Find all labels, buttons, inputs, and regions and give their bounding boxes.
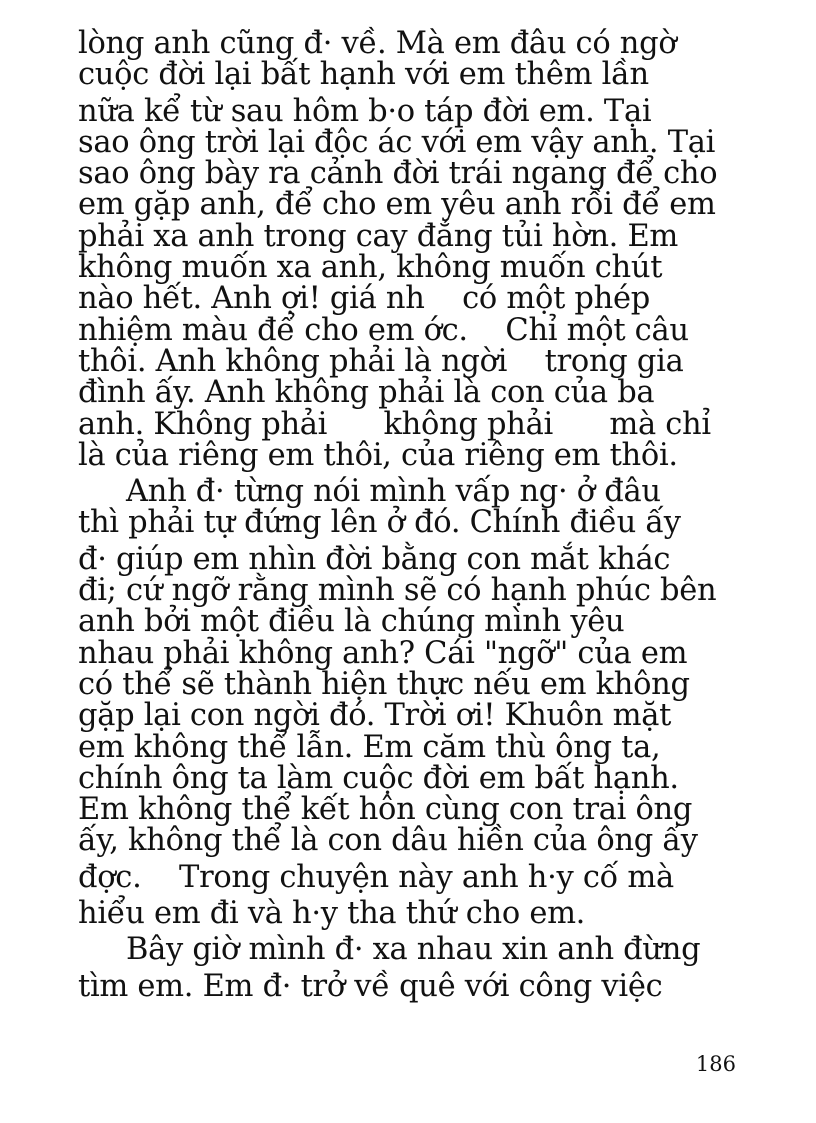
text-line: sao ông bày ra cảnh đời trái ngang để cho [78, 156, 718, 192]
text-line: thì phải tự đứng lên ở đó. Chính điều ấy [78, 505, 681, 541]
text-line: ấy, không thể là con dâu hiền của ông ấy [78, 823, 698, 859]
text-line: đ· giúp em nhìn đời bằng con mắt khác [78, 541, 671, 577]
text-line: gặp lại con ngời đó. Trời ơi! Khuôn mặt [78, 698, 672, 734]
text-line: đình ấy. Anh không phải là con của ba [78, 375, 655, 411]
text-line: nào hết. Anh ợi! giá nh có một phép [78, 281, 650, 317]
text-line: phải xa anh trong cay đắng tủi hờn. Em [78, 218, 679, 254]
text-line: anh bởi một điều là chúng mình yêu [78, 604, 625, 640]
text-line: em gặp anh, để cho em yêu anh rồi để em [78, 187, 716, 223]
paragraph-first-line: Anh đ· từng nói mình vấp ng· ở đâu [126, 474, 661, 510]
text-line: đi; cứ ngỡ rằng mình sẽ có hạnh phúc bên [78, 573, 717, 609]
text-line: nhiệm màu để cho em ớc. Chỉ một câu [78, 312, 689, 348]
text-line: tìm em. Em đ· trở về quê với công việc [78, 968, 663, 1004]
text-line: em không thể lẫn. Em căm thù ông ta, [78, 729, 661, 765]
text-line: chính ông ta làm cuộc đời em bất hạnh. [78, 760, 679, 796]
text-line: là của riêng em thôi, của riêng em thôi. [78, 437, 678, 473]
text-line: hiểu em đi và h·y tha thứ cho em. [78, 896, 586, 932]
text-line: nhau phải không anh? Cái "ngỡ" của em [78, 635, 688, 671]
text-line: sao ông trời lại độc ác với em vậy anh. Tại [78, 124, 716, 160]
text-line: đợc. Trong chuyện này anh h·y cố mà [78, 859, 674, 895]
text-line: thôi. Anh không phải là ngời trong gia [78, 343, 684, 379]
text-line: cuộc đời lại bất hạnh với em thêm lần [78, 57, 649, 93]
text-line: Em không thể kết hôn cùng con trai ông [78, 792, 693, 828]
text-line: nữa kể từ sau hôm b·o táp đời em. Tại [78, 93, 652, 129]
text-line: anh. Không phải không phải mà chỉ [78, 406, 711, 442]
text-line: lòng anh cũng đ· về. Mà em đâu có ngờ [78, 26, 677, 61]
paragraph-first-line: Bây giờ mình đ· xa nhau xin anh đừng [126, 932, 701, 968]
page-number: 186 [695, 1052, 736, 1076]
text-line: có thể sẽ thành hiện thực nếu em không [78, 666, 690, 702]
text-line: không muốn xa anh, không muốn chút [78, 250, 663, 286]
body-text [78, 28, 758, 1002]
